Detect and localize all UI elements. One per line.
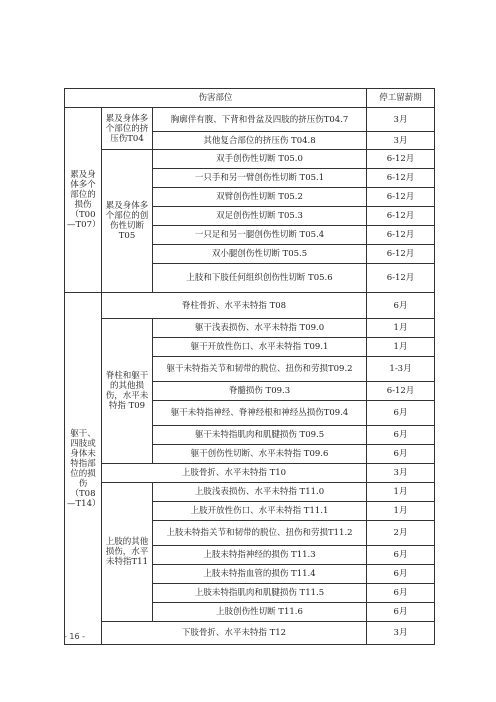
table-row — [65, 293, 435, 319]
category-trunk: 躯干、四肢或身体未特指部位的损伤（T08—T14） — [65, 293, 102, 645]
header-period: 停工留薪期 — [367, 89, 435, 108]
period-cell: 6月 — [367, 293, 435, 319]
item-cell: 上肢骨折、水平未特指 T10 — [102, 464, 367, 483]
item-cell: 一只手和另一臂创伤性切断 T05.1 — [153, 169, 367, 188]
period-cell: 6-12月 — [367, 264, 435, 293]
period-cell: 1月 — [367, 483, 435, 502]
table-row — [65, 150, 435, 169]
item-cell: 躯干未特指关节和韧带的脱位、扭伤和劳损T09.2 — [153, 357, 367, 382]
item-cell: 上肢浅表损伤、水平未特指 T11.0 — [153, 483, 367, 502]
period-cell: 3月 — [367, 108, 435, 132]
period-cell: 6-12月 — [367, 382, 435, 401]
item-cell: 一只足和另一腿创伤性切断 T05.4 — [153, 226, 367, 245]
table-row — [65, 108, 435, 132]
item-cell: 躯干未特指神经、脊神经根和神经丛损伤T09.4 — [153, 401, 367, 426]
injury-table — [64, 88, 435, 645]
category-multi: 累及身体多个部位的损伤（T00—T07） — [65, 108, 102, 293]
item-cell: 双小腿创伤性切断 T05.5 — [153, 245, 367, 264]
period-cell: 1月 — [367, 502, 435, 521]
period-cell: 6-12月 — [367, 245, 435, 264]
item-cell: 其他复合部位的挤压伤 T04.8 — [153, 132, 367, 150]
item-cell: 上肢未特指神经的损伤 T11.3 — [153, 546, 367, 565]
period-cell: 6月 — [367, 445, 435, 464]
header-part: 伤害部位 — [65, 89, 367, 108]
period-cell: 3月 — [367, 464, 435, 483]
header-row — [65, 89, 435, 108]
period-cell: 6-12月 — [367, 150, 435, 169]
item-cell: 躯干创伤性切断、水平未特指 T09.6 — [153, 445, 367, 464]
period-cell: 6月 — [367, 401, 435, 426]
table-row — [65, 319, 435, 338]
period-cell: 6月 — [367, 584, 435, 603]
period-cell: 1月 — [367, 319, 435, 338]
item-cell: 躯干未特指肌肉和肌腱损伤 T09.5 — [153, 426, 367, 445]
item-cell: 双手创伤性切断 T05.0 — [153, 150, 367, 169]
item-cell: 双臂创伤性切断 T05.2 — [153, 188, 367, 207]
period-cell: 3月 — [367, 622, 435, 645]
subcategory-t11: 上肢的其他损伤，水平未特指T11 — [102, 483, 153, 622]
subcategory-t05: 累及身体多个部位的创伤性切断 T05 — [102, 150, 153, 293]
period-cell: 6月 — [367, 565, 435, 584]
period-cell: 3月 — [367, 132, 435, 150]
item-cell: 躯干开放性伤口、水平未特指 T09.1 — [153, 338, 367, 357]
period-cell: 2月 — [367, 521, 435, 546]
period-cell: 6月 — [367, 546, 435, 565]
item-cell: 上肢未特指肌肉和肌腱损伤 T11.5 — [153, 584, 367, 603]
item-cell: 躯干浅表损伤、水平未特指 T09.0 — [153, 319, 367, 338]
period-cell: 6-12月 — [367, 226, 435, 245]
period-cell: 6-12月 — [367, 188, 435, 207]
table-row — [65, 622, 435, 645]
item-cell: 上肢和下肢任何组织创伤性切断 T05.6 — [153, 264, 367, 293]
subcategory-t04: 累及身体多个部位的挤压伤T04 — [102, 108, 153, 150]
page-number: - 16 - — [64, 632, 86, 641]
item-cell: 脊髓损伤 T09.3 — [153, 382, 367, 401]
table-row — [65, 464, 435, 483]
period-cell: 1-3月 — [367, 357, 435, 382]
item-cell: 下肢骨折、水平未特指 T12 — [102, 622, 367, 645]
item-cell: 胸廓伴有腹、下背和骨盆及四肢的挤压伤T04.7 — [153, 108, 367, 132]
item-cell: 双足创伤性切断 T05.3 — [153, 207, 367, 226]
subcategory-t09: 脊柱和躯干的其他损伤，水平未特指 T09 — [102, 319, 153, 464]
item-cell: 脊柱骨折、水平未特指 T08 — [102, 293, 367, 319]
item-cell: 上肢开放性伤口、水平未特指 T11.1 — [153, 502, 367, 521]
period-cell: 1月 — [367, 338, 435, 357]
period-cell: 6-12月 — [367, 207, 435, 226]
item-cell: 上肢创伤性切断 T11.6 — [153, 603, 367, 622]
item-cell: 上肢未特指关节和韧带的脱位、扭伤和劳损T11.2 — [153, 521, 367, 546]
period-cell: 6月 — [367, 603, 435, 622]
period-cell: 6-12月 — [367, 169, 435, 188]
item-cell: 上肢未特指血管的损伤 T11.4 — [153, 565, 367, 584]
table-row — [65, 483, 435, 502]
period-cell: 6月 — [367, 426, 435, 445]
